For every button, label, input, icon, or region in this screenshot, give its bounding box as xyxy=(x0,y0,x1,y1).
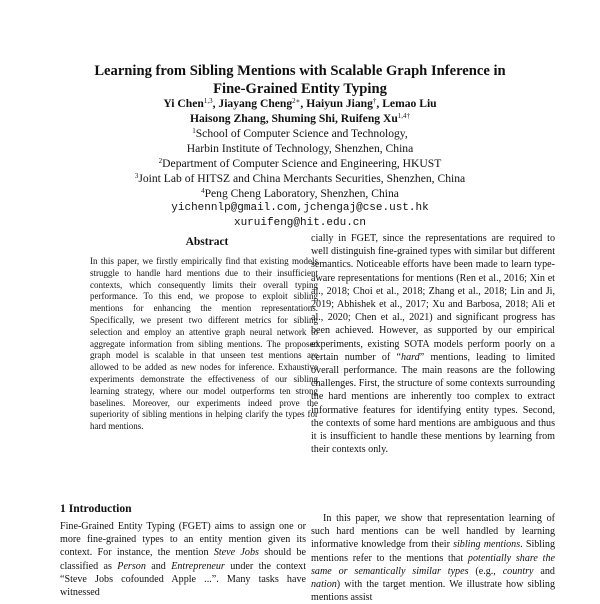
right-column-paragraph-1 xyxy=(311,232,555,456)
aff-text: Joint Lab of HITSZ and China Merchants Securities, Shenzhen, China xyxy=(138,172,466,185)
text-run-italic: sibling mentions xyxy=(453,539,521,551)
text-run: In this paper, we show that representation learning of such hard mentions can be well handled by learning informative knowledge from their xyxy=(311,513,555,551)
author-yi-chen: Yi Chen xyxy=(163,97,204,110)
text-run-italic: Person xyxy=(117,560,146,572)
author-sup: 1,3 xyxy=(203,97,213,105)
text-run-italic: potentially share the same or semantically similar types xyxy=(311,552,555,577)
author-block xyxy=(60,96,540,231)
text-run: ) with the target mention. We illustrate how sibling mentions assist xyxy=(311,579,555,604)
author-jiayang-cheng: Jiayang Cheng xyxy=(218,97,293,110)
author-haiyun-jiang: Haiyun Jiang xyxy=(306,97,373,110)
text-run: (e.g., xyxy=(468,565,503,577)
aff-sup: 4 xyxy=(201,187,205,195)
text-run: ” mentions, leading to limited overall performance. The main reasons are the following challenges. First, the structure of some contexts surrounding the hard mentions are inherently too complex to extract informative features for identifying entity types. Second, the contexts of some hard mentions are ambiguous and thus it is insufficient to handle these mentions by learning from their contexts only. xyxy=(311,351,555,456)
text-run-italic: nation xyxy=(311,579,337,591)
right-column-paragraph-2 xyxy=(311,512,555,604)
author-haisong-zhang: Haisong Zhang xyxy=(189,112,266,125)
aff-text: School of Computer Science and Technology, xyxy=(195,127,408,140)
text-run-italic: Steve Jobs xyxy=(213,547,259,559)
text-run: . Sibling mentions refer to the mentions that xyxy=(311,539,555,564)
abstract-heading: Abstract xyxy=(185,236,229,248)
author-lemao-liu: Lemao Liu xyxy=(382,97,437,110)
author-line-1: Yi Chen$^{1,3}$, Jiayang Cheng$^{2∗}$, Haiyun Jiang†, Lemao Liu xyxy=(163,97,437,110)
intro-paragraph-1 xyxy=(60,520,306,599)
title-line-1: Learning from Sibling Mentions with Scalable Graph Inference in xyxy=(94,63,506,79)
abstract-text: In this paper, we firstly empirically find that existing models struggle to handle hard mentions due to their insufficient contexts, which consequently limits their overall typing performance. To this end, we propose to exploit sibling mentions for enhancing the mention representations. Specifically, we present two different metrics for sibling selection and employ an attentive graph neural network to aggregate information from sibling mentions. The proposed graph model is scalable in that unseen test mentions are allowed to be added as new nodes for inference. Exhaustive experiments demonstrate the effectiveness of our sibling learning strategy, where our model outperforms ten strong baselines. Moreover, our experiments indeed prove the superiority of sibling mentions in helping clarify the types for hard mentions. xyxy=(90,256,318,432)
text-run: should be classified as xyxy=(60,547,306,572)
text-run-italic: hard xyxy=(401,351,420,363)
text-run-italic: country xyxy=(502,565,534,577)
text-run: cially in FGET, since the representations are required to well distinguish fine-grained types with similar but different semantics. Noticeable efforts have been made to learn type-aware representations for mentions (Ren et al., 2016; Xin et al., 2018; Choi et al., 2018; Zhang et al., 2018; Lin and Ji, 2019; Abhishek et al., 2017; Xu and Barbosa, 2018; Ali et al., 2020; Chen et al., 2021) and significant progress has been achieved. However, as supported by our empirical experiments, existing SOTA models perform poorly on a certain number of “ xyxy=(311,233,555,363)
aff-sup: 3 xyxy=(134,172,139,180)
text-run: and xyxy=(145,560,172,572)
author-sup: † xyxy=(372,97,377,105)
text-run: Fine-Grained Entity Typing (FGET) aims to assign one or more fine-grained types to an entity mention given its context. For instance, the mention xyxy=(60,521,306,559)
affiliation-3 xyxy=(60,171,540,186)
affiliation-1 xyxy=(60,126,540,141)
affiliation-4 xyxy=(60,186,540,201)
email-line-2: xuruifeng@hit.edu.cn xyxy=(233,217,367,229)
text-run: under the context “Steve Jobs cofounded Apple ...”. Many tasks have witnessed xyxy=(60,560,307,599)
email-line-1: yichennlp@gmail.com,jchengaj@cse.ust.hk xyxy=(171,202,429,214)
author-sup: 1,4† xyxy=(397,112,411,120)
author-ruifeng-xu: Ruifeng Xu xyxy=(340,112,398,125)
text-run-italic: Entrepreneur xyxy=(171,560,225,572)
paper-title xyxy=(60,62,540,98)
affiliation-2 xyxy=(60,156,540,171)
affiliation-1-cont: Harbin Institute of Technology, Shenzhen, China xyxy=(186,142,414,155)
aff-text: Peng Cheng Laboratory, Shenzhen, China xyxy=(204,187,399,200)
aff-text: Department of Computer Science and Engineering, HKUST xyxy=(162,157,442,170)
author-shuming-shi: Shuming Shi xyxy=(271,112,335,125)
author-sup: 2∗ xyxy=(292,97,301,105)
section-introduction-heading: 1 Introduction xyxy=(60,502,132,515)
title-line-2: Fine-Grained Entity Typing xyxy=(213,81,387,97)
aff-sup: 1 xyxy=(192,127,196,135)
text-run: and xyxy=(533,565,555,577)
author-line-2: Haisong Zhang, Shuming Shi, Ruifeng $Xu^{1,4\dagger}$ xyxy=(189,112,411,125)
aff-sup: 2 xyxy=(158,157,163,165)
